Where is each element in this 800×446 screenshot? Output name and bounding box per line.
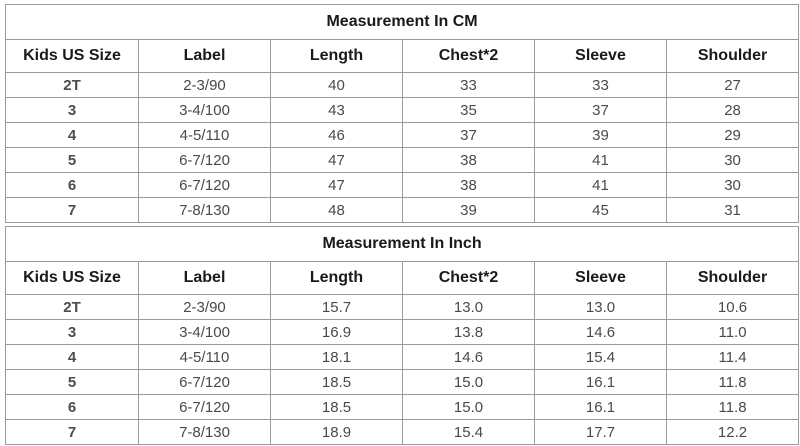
column-header-length: Length xyxy=(271,40,403,73)
cell-length: 40 xyxy=(271,73,403,98)
column-header-chest: Chest*2 xyxy=(403,40,535,73)
cell-kids-us-size: 6 xyxy=(6,173,139,198)
cell-label: 6-7/120 xyxy=(139,370,271,395)
cell-label: 3-4/100 xyxy=(139,320,271,345)
table-row xyxy=(6,173,799,198)
cell-length: 15.7 xyxy=(271,295,403,320)
cell-kids-us-size: 6 xyxy=(6,395,139,420)
cell-label: 6-7/120 xyxy=(139,173,271,198)
cell-shoulder: 30 xyxy=(667,173,799,198)
cell-kids-us-size: 4 xyxy=(6,345,139,370)
cell-sleeve: 39 xyxy=(535,123,667,148)
cell-shoulder: 31 xyxy=(667,198,799,223)
table-title: Measurement In CM xyxy=(6,5,799,40)
table-row xyxy=(6,320,799,345)
cell-kids-us-size: 7 xyxy=(6,420,139,445)
cell-kids-us-size: 7 xyxy=(6,198,139,223)
cell-length: 18.5 xyxy=(271,370,403,395)
column-header-label: Label xyxy=(139,40,271,73)
table-row xyxy=(6,198,799,223)
table-row xyxy=(6,295,799,320)
cell-shoulder: 11.0 xyxy=(667,320,799,345)
cell-kids-us-size: 3 xyxy=(6,320,139,345)
cell-shoulder: 11.4 xyxy=(667,345,799,370)
cell-chest: 13.8 xyxy=(403,320,535,345)
cell-label: 2-3/90 xyxy=(139,295,271,320)
column-header-shoulder: Shoulder xyxy=(667,40,799,73)
cell-sleeve: 41 xyxy=(535,173,667,198)
cell-chest: 37 xyxy=(403,123,535,148)
column-header-chest: Chest*2 xyxy=(403,262,535,295)
cell-length: 18.5 xyxy=(271,395,403,420)
cell-sleeve: 16.1 xyxy=(535,370,667,395)
table-title-row xyxy=(6,227,799,262)
cell-label: 6-7/120 xyxy=(139,395,271,420)
cell-chest: 38 xyxy=(403,148,535,173)
cell-chest: 15.0 xyxy=(403,370,535,395)
cell-label: 7-8/130 xyxy=(139,420,271,445)
cell-label: 4-5/110 xyxy=(139,123,271,148)
cell-shoulder: 11.8 xyxy=(667,370,799,395)
cell-label: 2-3/90 xyxy=(139,73,271,98)
cell-sleeve: 16.1 xyxy=(535,395,667,420)
cell-shoulder: 28 xyxy=(667,98,799,123)
column-header-label: Label xyxy=(139,262,271,295)
cell-sleeve: 45 xyxy=(535,198,667,223)
cell-label: 6-7/120 xyxy=(139,148,271,173)
cell-length: 46 xyxy=(271,123,403,148)
table-title: Measurement In Inch xyxy=(6,227,799,262)
cell-shoulder: 10.6 xyxy=(667,295,799,320)
size-chart-cm xyxy=(5,4,799,223)
column-header-length: Length xyxy=(271,262,403,295)
column-header-kids-us-size: Kids US Size xyxy=(6,40,139,73)
cell-length: 47 xyxy=(271,173,403,198)
cell-chest: 35 xyxy=(403,98,535,123)
table-header-row xyxy=(6,262,799,295)
cell-length: 48 xyxy=(271,198,403,223)
table-title-row xyxy=(6,5,799,40)
table-row xyxy=(6,98,799,123)
table-row xyxy=(6,73,799,98)
cell-sleeve: 13.0 xyxy=(535,295,667,320)
table-row xyxy=(6,345,799,370)
cell-kids-us-size: 5 xyxy=(6,148,139,173)
cell-chest: 15.4 xyxy=(403,420,535,445)
cell-length: 18.9 xyxy=(271,420,403,445)
cell-chest: 38 xyxy=(403,173,535,198)
cell-kids-us-size: 2T xyxy=(6,295,139,320)
table-row xyxy=(6,395,799,420)
cell-chest: 15.0 xyxy=(403,395,535,420)
cell-length: 47 xyxy=(271,148,403,173)
cell-shoulder: 29 xyxy=(667,123,799,148)
cell-length: 43 xyxy=(271,98,403,123)
cell-label: 4-5/110 xyxy=(139,345,271,370)
cell-sleeve: 14.6 xyxy=(535,320,667,345)
cell-sleeve: 41 xyxy=(535,148,667,173)
size-chart-inch xyxy=(5,226,799,445)
cell-chest: 39 xyxy=(403,198,535,223)
cell-shoulder: 11.8 xyxy=(667,395,799,420)
cell-length: 18.1 xyxy=(271,345,403,370)
column-header-kids-us-size: Kids US Size xyxy=(6,262,139,295)
cell-kids-us-size: 3 xyxy=(6,98,139,123)
table-row xyxy=(6,123,799,148)
column-header-sleeve: Sleeve xyxy=(535,262,667,295)
table-row xyxy=(6,370,799,395)
cell-sleeve: 17.7 xyxy=(535,420,667,445)
cell-kids-us-size: 4 xyxy=(6,123,139,148)
cell-chest: 14.6 xyxy=(403,345,535,370)
cell-label: 3-4/100 xyxy=(139,98,271,123)
cell-length: 16.9 xyxy=(271,320,403,345)
table-row xyxy=(6,148,799,173)
cell-sleeve: 37 xyxy=(535,98,667,123)
cell-kids-us-size: 5 xyxy=(6,370,139,395)
cell-shoulder: 27 xyxy=(667,73,799,98)
cell-kids-us-size: 2T xyxy=(6,73,139,98)
cell-chest: 13.0 xyxy=(403,295,535,320)
column-header-sleeve: Sleeve xyxy=(535,40,667,73)
cell-label: 7-8/130 xyxy=(139,198,271,223)
cell-sleeve: 15.4 xyxy=(535,345,667,370)
table-row xyxy=(6,420,799,445)
cell-chest: 33 xyxy=(403,73,535,98)
cell-shoulder: 30 xyxy=(667,148,799,173)
cell-sleeve: 33 xyxy=(535,73,667,98)
table-header-row xyxy=(6,40,799,73)
cell-shoulder: 12.2 xyxy=(667,420,799,445)
column-header-shoulder: Shoulder xyxy=(667,262,799,295)
